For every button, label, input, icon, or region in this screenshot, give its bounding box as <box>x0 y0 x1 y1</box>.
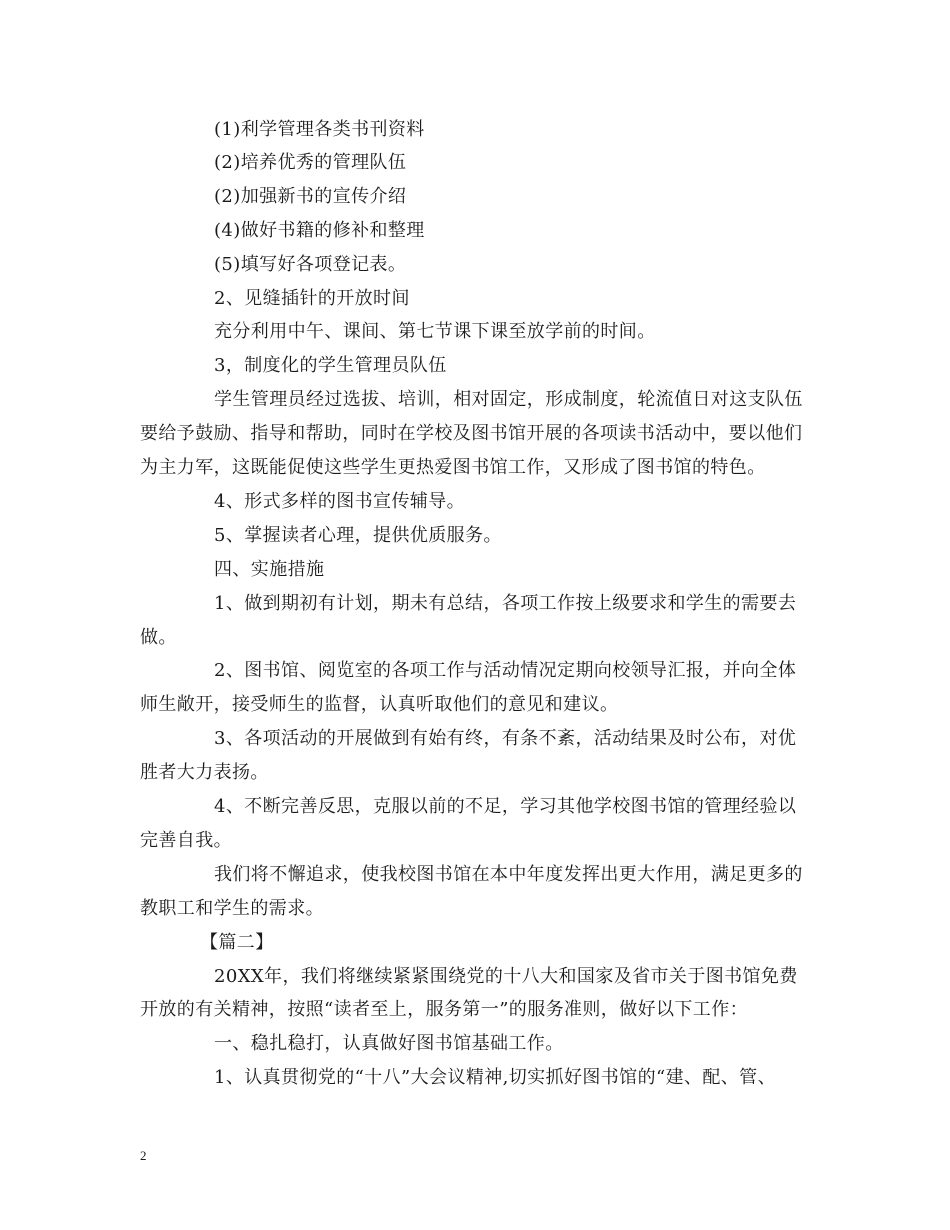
text-line: 2、见缝插针的开放时间 <box>214 288 410 309</box>
text-line: 做。 <box>140 627 177 648</box>
text-line: 4、形式多样的图书宣传辅导。 <box>214 491 466 512</box>
text-line: 5、掌握读者心理，提供优质服务。 <box>214 525 502 546</box>
text-line: 3，制度化的学生管理员队伍 <box>214 355 447 376</box>
section-heading: 一、稳扎稳打，认真做好图书馆基础工作。 <box>214 1033 564 1054</box>
text-line: (4)做好书籍的修补和整理 <box>214 220 425 241</box>
text-line: 学生管理员经过选拔、培训，相对固定，形成制度，轮流值日对这支队伍 <box>214 389 803 410</box>
text-line: 20XX年，我们将继续紧紧围绕党的十八大和国家及省市关于图书馆免费 <box>214 966 798 987</box>
text-line: 要给予鼓励、指导和帮助，同时在学校及图书馆开展的各项读书活动中，要以他们 <box>140 423 803 444</box>
text-line: 2、图书馆、阅览室的各项工作与活动情况定期向校领导汇报，并向全体 <box>214 660 797 681</box>
text-line: 教职工和学生的需求。 <box>140 898 324 919</box>
text-line: 师生敞开，接受师生的监督，认真听取他们的意见和建议。 <box>140 694 619 715</box>
text-line: (1)利学管理各类书刊资料 <box>214 119 425 140</box>
text-line: 开放的有关精神，按照“读者至上，服务第一”的服务准则，做好以下工作： <box>140 999 749 1020</box>
section-heading: 【篇二】 <box>200 932 274 953</box>
text-line: 充分利用中午、课间、第七节课下课至放学前的时间。 <box>214 321 656 342</box>
text-line: (2)加强新书的宣传介绍 <box>214 186 407 207</box>
text-line: (2)培养优秀的管理队伍 <box>214 152 407 173</box>
page-number: 2 <box>140 1148 147 1163</box>
text-line: 完善自我。 <box>140 830 232 851</box>
text-line: 胜者大力表扬。 <box>140 762 269 783</box>
text-line: 4、不断完善反思，克服以前的不足，学习其他学校图书馆的管理经验以 <box>214 796 797 817</box>
section-heading: 四、实施措施 <box>214 559 325 580</box>
text-line: 1、做到期初有计划，期未有总结，各项工作按上级要求和学生的需要去 <box>214 593 797 614</box>
text-line: 我们将不懈追求，使我校图书馆在本中年度发挥出更大作用，满足更多的 <box>214 864 803 885</box>
text-line: 3、各项活动的开展做到有始有终，有条不紊，活动结果及时公布，对优 <box>214 728 797 749</box>
text-line: (5)填写好各项登记表。 <box>214 254 407 275</box>
text-line: 为主力军，这既能促使这些学生更热爱图书馆工作，又形成了图书馆的特色。 <box>140 457 766 478</box>
text-line: 1、认真贯彻党的“十八”大会议精神,切实抓好图书馆的“建、配、管、 <box>214 1067 776 1088</box>
